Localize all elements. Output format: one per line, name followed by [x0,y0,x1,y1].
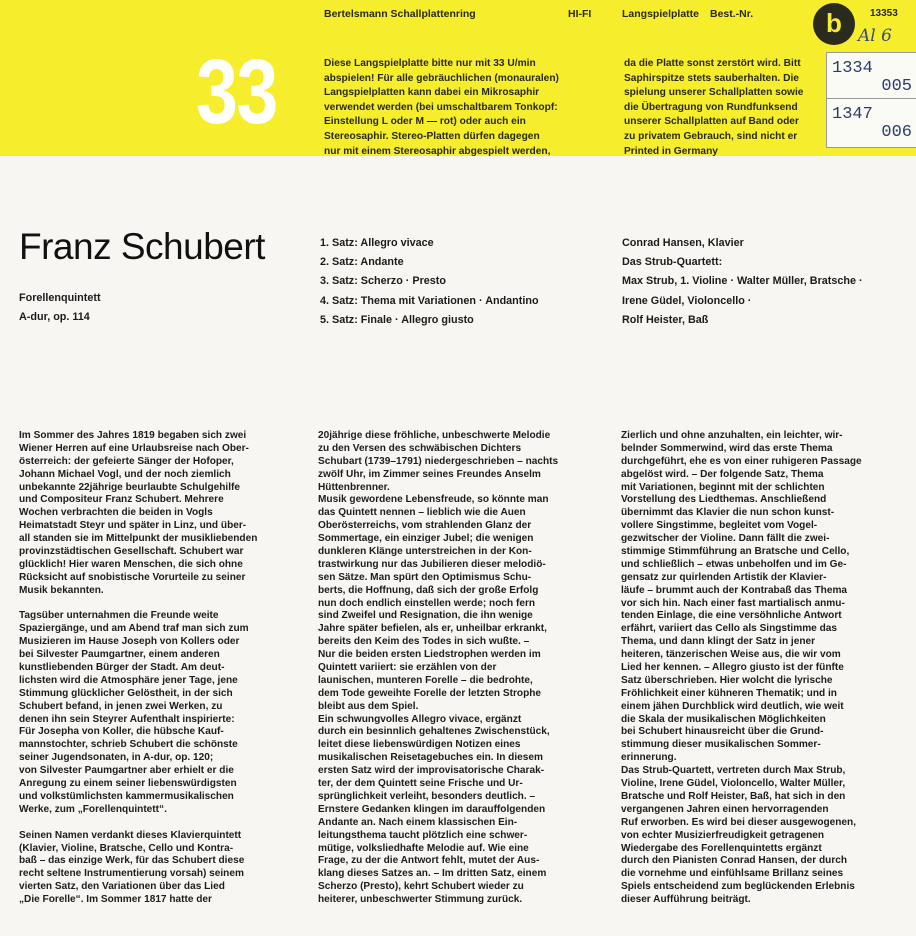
movement-item: 4. Satz: Thema mit Variationen · Andantino [320,294,539,307]
notes-line: Satz überschrieben. Hier wolcht die lyrische [621,674,833,686]
notes-line: gezwitscher der Violine. Dann fällt die zwei- [621,533,830,545]
notes-line: Frage, zu der die Antwort fehlt, mutet der Aus- [318,855,540,867]
notes-line: gensatz zur quirlenden Artistik der Klavier- [621,571,827,583]
paragraph-gap [19,817,301,830]
speed-label: 33 [196,41,277,143]
notes-line: stimmige Stimmführung an Bratsche und Cello, [621,546,850,558]
notes-line: dem Tode geweihte Forelle der letzten Strophe [318,687,542,699]
notes-line: mütige, volksliedhafte Melodie auf. Wie eine [318,842,529,854]
notes-line: Spiels entscheidend zum beglückenden Erlebnis [621,881,855,893]
notes-line: und volkstümlichsten kammermusikalischen [19,790,234,802]
format-label: Langspielplatte [622,8,700,20]
notes-line: provinzstädtischen Gesellschaft. Schubert war [19,546,244,558]
notice-line: unserer Schallplatten auf Band oder [624,116,799,128]
paragraph-gap [19,598,301,611]
notes-line: bereits den Keim des Todes in sich wußte. – [318,636,530,648]
notice-line: nur mit einem Stereosaphir abgespielt werden, [324,145,551,157]
notes-line: Stimmung glücklicher Gelöstheit, in der sich [19,687,233,699]
notes-line: musikalischen Reisetagebuches ein. In diesem [318,752,543,764]
notes-line: Schubart (1739–1791) niedergeschrieben – nachts [318,455,559,467]
notes-line: vollere Singstimme, begleitet vom Vogel- [621,520,818,532]
notes-line: Anregung zu einem seiner liebenswürdigsten [19,778,237,790]
notice-line: Diese Langspielplatte bitte nur mit 33 U/min [324,58,536,69]
notes-line: Ruf erworben. Es wird bei dieser ausgewogenen, [621,816,857,828]
notes-line: erinnerung. [621,752,677,764]
notes-line: vergangenen Jahren einen hervorragenden [621,803,829,815]
notes-line: läufe – brummt auch der Kontrabaß das Thema [621,584,848,596]
notes-line: Werke, zum „Forellenquintett“. [19,803,167,815]
notes-line: Ein schwungvolles Allegro vivace, ergänzt [318,713,522,725]
notes-line: (Klavier, Violine, Bratsche, Cello und Kontra- [19,842,234,854]
notes-line: stimmung dieser musikalischen Sommer- [621,739,821,751]
notes-line: dieser Aufführung beiträgt. [621,894,751,906]
notes-line: sind Zweifel und Resignation, die ihn wenige [318,610,533,622]
notes-line: mit Variationen, beginnt mit der schlichten [621,481,825,493]
notes-line: das Quintett nennen – lieblich wie die Auen [318,507,526,519]
notes-line: Violine, Irene Güdel, Violoncello, Walter Müller, [621,778,846,790]
movement-list [320,234,600,330]
notes-line: bleibt aus dem Spiel. [318,700,419,712]
notes-line: „Die Forelle“. Im Sommer 1817 hatte der [19,894,212,906]
catalog-number: 13353 [870,8,898,19]
notes-line: Rücksicht auf snobistische Vorurteile zu seiner [19,571,246,583]
notes-line: bei Schubert hinausreicht über die Grund- [621,726,824,738]
notes-line: einem jähen Durchblick wird deutlich, wie weit [621,700,844,712]
notes-line: vor sich hin. Nach einer fast martialisch anmu- [621,597,845,609]
notice-line: zu privatem Gebrauch, sind nicht er [624,130,798,142]
notes-line: Lied her kennen. – Allegro giusto ist der fünfte [621,662,844,674]
notes-line: ersten Satz wird der improvisatorische Charak- [318,765,545,777]
sticker-suffix: 005 [881,77,912,96]
notes-line: Zierlich und ohne anzuhalten, ein leichter, wir- [621,430,843,441]
notes-line: unbekannte 22jährige beurlaubte Schulgehilfe [19,481,240,493]
movement-item: 3. Satz: Scherzo · Presto [320,275,446,288]
notes-line: und schließlich – etwas unbeholfen und im Ge- [621,558,847,570]
notes-line: Heimatstadt Steyr und später in Linz, und über- [19,520,247,532]
notes-line: von Silvester Paumgartner aber erhielt er die [19,765,234,777]
notice-line: da die Platte sonst zerstört wird. Bitt [624,58,801,69]
notes-line: Schubert befand, in jenen zwei Werken, zu [19,700,223,712]
notes-line: zu den Versen des schwäbischen Dichters [318,442,522,454]
notes-line: Musik gewordene Lebensfreude, so könnte man [318,494,549,506]
notes-line: mannstochter, schrieb Schubert die schönste [19,739,238,751]
notes-line: vierten Satz, den Variationen über das Lied [19,881,225,893]
notice-line: Langspielplatten kann dabei ein Mikrosaphir [324,87,540,99]
liner-notes-column-3 [621,430,911,907]
notes-line: leitungsthema taucht plötzlich eine schwer- [318,829,528,841]
movement-item: 1. Satz: Allegro vivace [320,237,434,249]
work-title: Forellenquintett [19,292,101,304]
notes-line: Fröhlichkeit einer kühneren Thematik; und in [621,687,837,699]
notes-line: Wiedergabe des Forellenquintetts ergänzt [621,842,822,854]
notes-line: recht seltene Instrumentierung vorsah) seinem [19,868,244,880]
notes-line: Musik bekannten. [19,584,104,596]
sticker-number: 1334 [832,59,873,78]
notes-line: durch ein besinnlich gehaltenes Zwischenstück, [318,726,550,738]
performer-item: Max Strub, 1. Violine · Walter Müller, Bratsche · [622,275,863,288]
notes-line: übernimmt das Klavier die nun schon kunst- [621,507,835,519]
copyright-notice [624,57,844,159]
notes-line: lichsten wird die Atmosphäre jener Tage, jene [19,674,238,686]
notice-line: spielung unserer Schallplatten sowie [624,87,804,99]
notes-line: Quintett variiert: sie erzählen von der [318,662,497,674]
notes-line: durch den Pianisten Conrad Hansen, der durch [621,855,848,867]
notes-line: abgelöst wird. – Der folgende Satz, Thema [621,468,824,480]
liner-notes-column-1 [19,430,301,907]
handwritten-stamp: Al 6 [858,26,892,46]
notes-line: sprünglichkeit verleiht, besonders deutlich. – [318,790,536,802]
notes-line: und Compositeur Franz Schubert. Mehrere [19,494,224,506]
sticker-number: 1347 [832,105,873,124]
work-key: A-dur, op. 114 [19,311,90,323]
notes-line: ter, der dem Quintett seine Frische und Ur- [318,778,523,790]
notes-line: Ernstere Gedanken klingen im darauffolgenden [318,803,546,815]
notes-line: Bratsche und Rolf Heister, Baß, hat sich in den [621,790,846,802]
notes-line: 20jährige diese fröhliche, unbeschwerte Melodie [318,430,551,441]
notes-line: von echter Musizierfreudigkeit getragenen [621,829,825,841]
notes-line: kunstliebenden Bürger der Stadt. Am deut- [19,662,225,674]
notes-line: österreich: der gefeierte Sänger der Hofoper, [19,455,234,467]
notes-line: Nur die beiden ersten Liedstrophen werden im [318,649,541,661]
composer-name: Franz Schubert [19,226,265,267]
notes-line: Das Strub-Quartett, vertreten durch Max Strub, [621,765,846,777]
performer-item: Das Strub-Quartett: [622,256,723,269]
notes-line: Wochen verbrachten die beiden in Vogls [19,507,213,519]
notes-line: die Skala der musikalischen Möglichkeiten [621,713,826,725]
notes-line: Tagsüber unternahmen die Freunde weite [19,610,219,622]
notice-line: abspielen! Für alle gebräuchlichen (monauralen) [324,72,559,84]
notes-line: Andante an. Nach einem klassischen Ein- [318,816,518,828]
notes-line: Oberösterreichs, vom strahlenden Glanz der [318,520,532,532]
notes-line: Spaziergänge, und am Abend traf man sich zum [19,623,249,635]
notes-line: nun doch endlich einstellen werde; noch fern [318,597,536,609]
notes-line: glücklich! Hier waren Menschen, die sich ohne [19,558,243,570]
notes-line: dunkleren Klänge unterstreichen in der Kon- [318,546,532,558]
notes-line: sen Sätze. Man spürt den Optimismus Schu- [318,571,532,583]
notes-line: Sommertage, ein einziger Jubel; die wenigen [318,533,534,545]
notes-line: belnder Sommerwind, wird das erste Thema [621,442,833,454]
notes-line: seiner Jugendsonaten, in A-dur, op. 120; [19,752,214,764]
sticker-suffix: 006 [881,123,912,142]
notes-line: klang dieses Satzes an. – Im dritten Satz, einem [318,868,547,880]
playback-notice [324,57,604,159]
notice-line: die Übertragung von Rundfunksend [624,101,798,113]
performer-item: Irene Güdel, Violoncello · [622,294,752,307]
notes-line: Jahre später befielen, als er, unheilbar erkrankt, [318,623,547,635]
publisher-name: Bertelsmann Schallplattenring [324,8,476,20]
notes-line: heiteren, tänzerischen Weise aus, die wir vom [621,649,841,661]
notes-line: leitet diese liebenswürdigen Notizen eines [318,739,521,751]
bertelsmann-logo-icon: b [813,3,855,45]
notes-line: Für Josepha von Koller, die hübsche Kauf- [19,726,224,738]
notes-line: berts, die Hoffnung, daß sich der große Erfolg [318,584,539,596]
notes-line: Johann Michael Vogl, und der noch ziemlich [19,468,231,480]
notes-line: trastwirkung nur das Jubilieren dieser melodiö- [318,558,546,570]
notes-line: baß – das einzige Werk, für das Schubert diese [19,855,245,867]
notice-line: Saphirspitze stets sauberhalten. Die [624,72,799,84]
notes-line: Seinen Namen verdankt dieses Klavierquintett [19,829,242,841]
notes-line: durchgeführt, ehe es von einer ruhigeren Passage [621,455,862,467]
notes-line: denen ihn sein Steyrer Aufenthalt inspirierte: [19,713,235,725]
movement-item: 5. Satz: Finale · Allegro giusto [320,313,474,326]
movement-item: 2. Satz: Andante [320,256,404,269]
notes-line: launischen, munteren Forelle – die bedrohte, [318,674,533,686]
notes-line: die vornehme und einfühlsame Brillanz seines [621,868,844,880]
notes-line: Scherzo (Presto), kehrt Schubert wieder zu [318,881,524,893]
notes-line: Hüttenbrenner. [318,481,390,493]
notes-line: Wiener Herren auf eine Urlaubsreise nach Ober- [19,442,249,454]
notes-line: Vorstellung des Liedthemas. Anschließend [621,494,827,506]
notes-line: Thema, und dann klingt der Satz in jener [621,636,816,648]
notice-line: Stereosaphir. Stereo-Platten dürfen dagegen [324,130,540,142]
notes-line: bei Silvester Paumgartner, einem anderen [19,649,220,661]
hifi-label: HI-FI [568,8,592,20]
performer-item: Conrad Hansen, Klavier [622,237,744,249]
printed-in: Printed in Germany [624,145,718,157]
notes-line: all standen sie im Mittelpunkt der musikliebenden [19,533,258,545]
notes-line: heiterer, unbeschwerter Stimmung zurück. [318,894,523,906]
notes-line: tenden Einlage, die eine versöhnliche Antwort [621,610,842,622]
notes-line: erfährt, variiert das Cello als Singstimme das [621,623,837,635]
notice-line: Einstellung L oder M — rot) oder auch ein [324,116,526,128]
notice-line: verwendet werden (bei umschaltbarem Tonkopf: [324,101,558,113]
order-number-label: Best.-Nr. [710,8,754,20]
inventory-sticker [826,52,916,100]
performer-item: Rolf Heister, Baß [622,313,709,326]
inventory-sticker [826,98,916,148]
performer-list [622,234,912,330]
notes-line: Im Sommer des Jahres 1819 begaben sich zwei [19,430,247,441]
liner-notes-column-2 [318,430,600,907]
notes-line: zwölf Uhr, im Zimmer seines Freundes Anselm [318,468,541,480]
notes-line: Musizieren im Hause Joseph von Kollers oder [19,636,240,648]
